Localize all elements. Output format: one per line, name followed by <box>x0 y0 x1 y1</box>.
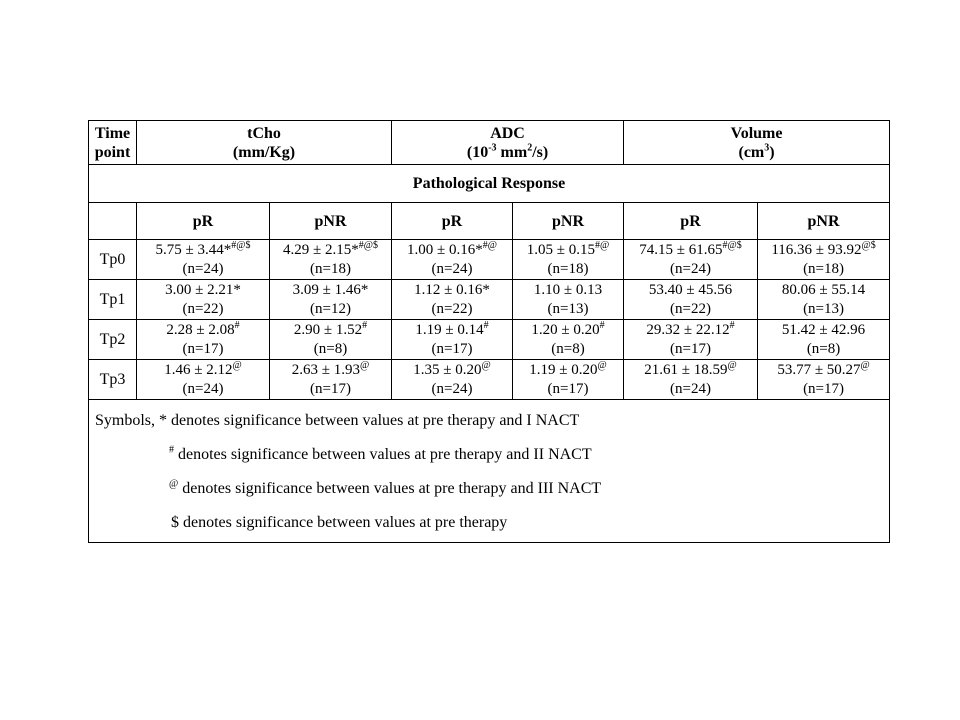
cell-n: (n=17) <box>670 340 711 357</box>
table-cell <box>270 320 392 360</box>
table-cell <box>392 280 513 320</box>
subheader-pnr-3: pNR <box>513 203 624 240</box>
cell-value: 21.61 ± 18.59@ <box>644 359 737 378</box>
cell-value: 1.00 ± 0.16*#@ <box>407 239 497 258</box>
table-cell <box>392 360 513 400</box>
table-cell <box>513 280 624 320</box>
table-cell <box>624 360 758 400</box>
cell-value: 1.35 ± 0.20@ <box>413 359 491 378</box>
cell-value: 2.28 ± 2.08# <box>166 319 240 338</box>
pathological-response-label: Pathological Response <box>89 165 890 203</box>
table-cell <box>270 360 392 400</box>
cell-n: (n=18) <box>803 260 845 277</box>
cell-n: (n=8) <box>806 340 841 357</box>
cell-value: 80.06 ± 55.14 <box>781 281 866 298</box>
significance-symbols: #@$ <box>358 239 378 251</box>
subheader-pnr-5: pNR <box>758 203 890 240</box>
table-cell <box>392 320 513 360</box>
table-cell <box>758 280 890 320</box>
table-cell <box>513 240 624 280</box>
volume-unit: $(cm^3)$ <box>738 142 775 161</box>
header-row <box>89 121 890 165</box>
footnote-line: @ denotes significance between values at pre therapy and III NACT <box>169 478 602 497</box>
cell-value: 1.10 ± 0.13 <box>533 281 603 298</box>
subheader-blank <box>89 203 137 240</box>
significance-symbols: # <box>362 319 368 331</box>
cell-n: (n=24) <box>431 260 473 277</box>
row-label: Tp2 <box>89 320 137 360</box>
significance-symbols: @ <box>860 359 870 371</box>
cell-value: 3.00 ± 2.21* <box>165 281 241 298</box>
footnote-line: # denotes significance between values at pre therapy and II NACT <box>169 444 592 463</box>
significance-symbols: # <box>599 319 605 331</box>
subheader-pr-0: pR <box>137 203 270 240</box>
cell-n: (n=17) <box>431 340 473 357</box>
cell-n: (n=24) <box>670 380 711 397</box>
cell-n: (n=13) <box>547 300 589 317</box>
significance-symbols: @ <box>597 359 607 371</box>
significance-symbols: @$ <box>861 239 876 251</box>
cell-n: (n=17) <box>803 380 845 397</box>
cell-n: (n=17) <box>182 340 224 357</box>
pathological-response-row <box>89 165 890 203</box>
table-cell <box>392 240 513 280</box>
cell-n: (n=24) <box>670 260 711 277</box>
significance-symbols: @ <box>481 359 491 371</box>
table-cell <box>513 320 624 360</box>
subheader-pnr-1: pNR <box>270 203 392 240</box>
cell-n: (n=17) <box>547 380 589 397</box>
row-label: Tp0 <box>89 240 137 280</box>
cell-value: 1.05 ± 0.15#@ <box>526 239 610 258</box>
cell-value: 2.63 ± 1.93@ <box>291 359 370 378</box>
cell-n: (n=24) <box>182 380 224 397</box>
footnote-line: $ denotes significance between values at pre therapy <box>171 514 508 531</box>
significance-symbols: #@$ <box>722 239 742 251</box>
cell-n: (n=17) <box>310 380 351 397</box>
cell-value: 74.15 ± 61.65#@$ <box>639 239 742 258</box>
adc-header: ADC ($10^{-3}$ $mm^2/s$) <box>392 121 624 165</box>
volume-header: Volume $(cm^3)$ <box>624 121 890 165</box>
table-cell <box>758 240 890 280</box>
cell-n: (n=22) <box>182 300 224 317</box>
table-cell <box>137 280 270 320</box>
significance-symbols: @ <box>727 359 737 371</box>
table-cell <box>624 320 758 360</box>
significance-symbols: # <box>234 319 240 331</box>
table-cell <box>624 240 758 280</box>
cell-n: (n=24) <box>431 380 473 397</box>
cell-value: 5.75 ± 3.44*#@$ <box>155 239 251 258</box>
cell-value: 1.19 ± 0.20@ <box>529 359 607 378</box>
cell-value: 1.20 ± 0.20# <box>531 319 605 338</box>
footnote-row <box>89 400 890 543</box>
significance-symbols: @ <box>360 359 370 371</box>
cell-value: 1.19 ± 0.14# <box>415 319 489 338</box>
table-cell <box>758 320 890 360</box>
results-table <box>88 120 890 543</box>
subheader-pr-4: pR <box>624 203 758 240</box>
subheader-row <box>89 203 890 240</box>
cell-n: (n=22) <box>670 300 711 317</box>
table-cell <box>137 240 270 280</box>
significance-symbols: #@ <box>595 239 610 251</box>
cell-n: (n=18) <box>310 260 351 277</box>
cell-value: 1.12 ± 0.16* <box>414 281 490 298</box>
table-cell <box>513 360 624 400</box>
subheader-pr-2: pR <box>392 203 513 240</box>
cell-n: (n=18) <box>547 260 589 277</box>
footnote-line: Symbols, * denotes significance between values at pre therapy and I NACT <box>95 412 580 429</box>
cell-value: 51.42 ± 42.96 <box>781 321 866 338</box>
table-row <box>89 320 890 360</box>
table-cell <box>270 280 392 320</box>
cell-value: 1.46 ± 2.12@ <box>164 359 242 378</box>
cell-value: 4.29 ± 2.15*#@$ <box>283 239 378 258</box>
table-row <box>89 280 890 320</box>
table-row <box>89 360 890 400</box>
cell-n: (n=13) <box>803 300 845 317</box>
table-cell <box>137 360 270 400</box>
row-label: Tp3 <box>89 360 137 400</box>
significance-symbols: #@ <box>482 239 497 251</box>
significance-symbols: # <box>729 319 735 331</box>
cell-value: 116.36 ± 93.92@$ <box>771 239 876 258</box>
table-row <box>89 240 890 280</box>
table-cell <box>137 320 270 360</box>
row-label: Tp1 <box>89 280 137 320</box>
cell-value: 29.32 ± 22.12# <box>646 319 735 338</box>
cell-value: 53.40 ± 45.56 <box>648 281 733 298</box>
cell-n: (n=8) <box>551 340 585 357</box>
cell-value: 53.77 ± 50.27@ <box>777 359 870 378</box>
time-point-header: Time point <box>89 121 137 165</box>
significance-symbols: # <box>483 319 489 331</box>
tcho-header: tCho (mm/Kg) <box>137 121 392 165</box>
cell-value: 3.09 ± 1.46* <box>292 281 369 298</box>
table-cell <box>624 280 758 320</box>
cell-n: (n=22) <box>431 300 473 317</box>
significance-symbols: @ <box>232 359 242 371</box>
table-cell <box>270 240 392 280</box>
adc-unit: ($10^{-3}$ $mm^2/s$) <box>466 142 549 161</box>
cell-value: 2.90 ± 1.52# <box>293 319 368 338</box>
cell-n: (n=24) <box>182 260 224 277</box>
cell-n: (n=8) <box>313 340 348 357</box>
footnotes <box>89 400 890 543</box>
cell-n: (n=12) <box>310 300 351 317</box>
table-cell <box>758 360 890 400</box>
significance-symbols: #@$ <box>231 239 251 251</box>
